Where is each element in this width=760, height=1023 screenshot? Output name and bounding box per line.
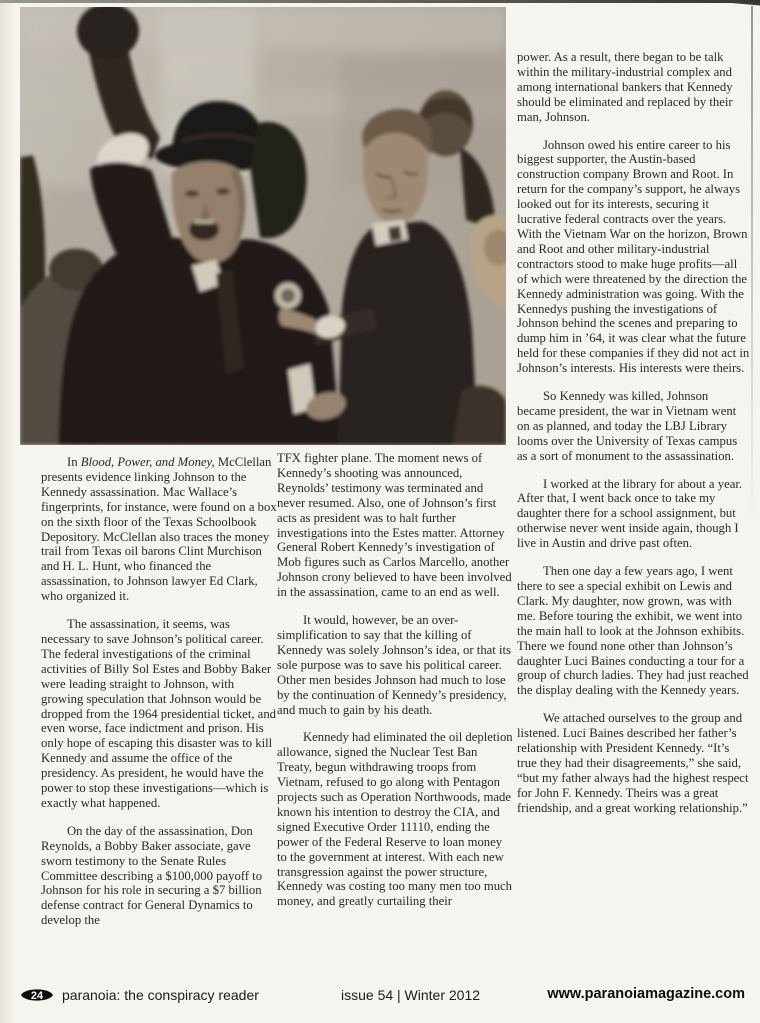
paragraph-left-1-prefix: In (67, 455, 81, 469)
page-left-shadow (0, 0, 16, 1023)
page-number-badge (20, 986, 54, 1004)
column-right (517, 50, 750, 829)
paragraph-right-3: So Kennedy was killed, Johnson became president, the war in Vietnam went on as planned, and today the LBJ Library looms over the University of Texas campus as a sort of monument to the assassination. (517, 389, 738, 463)
photo-lbj-jfk (20, 7, 506, 445)
footer-issue-label: issue 54 | Winter 2012 (341, 987, 481, 1003)
scan-top-edge (0, 0, 760, 3)
paragraph-right-6: We attached ourselves to the group and listened. Luci Baines described her father’s relationship with President Kennedy. “It’s true they had their disagreements,” she said, “but my father always had the highest respect for John F. Kennedy. Theirs was a great friendship, and a great working relationship.” (517, 711, 749, 815)
paragraph-right-2: Johnson owed his entire career to his biggest supporter, the Austin-based construction company Brown and Root. In return for the company’s support, he always looked out for its interests, securing it lucrative federal contracts over the years. With the Vietnam War on the horizon, Brown and Root and other military-industrial contractors stood to make huge profits—all of which were threatened by the direction the Kennedy administration was going. With the Kennedys pushing the investigations of Johnson behind the scenes and preparing to dump him in ’64, it was clear what the future held for these companies if they did not act in Johnson’s interests. His interests were theirs. (517, 137, 750, 376)
page-number: 24 (30, 990, 44, 1002)
paragraph-middle-2: It would, however, be an over-simplification to say that the killing of Kennedy was solely Johnson’s idea, or that its sole purpose was to save his political career. Other men besides Johnson had much to lose by the continuation of Kennedy’s presidency, and much to gain by his death. (277, 613, 511, 717)
scan-right-edge (751, 6, 753, 526)
footer-website-url: www.paranoiamagazine.com (547, 986, 745, 1002)
column-left (41, 455, 278, 941)
paragraph-middle-3: Kennedy had eliminated the oil depletion allowance, signed the Nuclear Test Ban Treaty, begun withdrawing troops from Vietnam, refused to go along with Pentagon projects such as Operation Northwoods, made known his intention to destroy the CIA, and signed Executive Order 11110, ending the power of the Federal Reserve to loan money to the government at interest. With each new transgression against the power structure, Kennedy was costing too many men too much money, and greatly curtailing their (277, 730, 513, 909)
book-title-italic: Blood, Power, and Money, (80, 455, 215, 469)
paragraph-right-1: power. As a result, there began to be talk within the military-industrial complex and among international bankers that Kennedy should be eliminated and replaced by their man, Johnson. (517, 50, 733, 124)
paragraph-left-1-rest: McClellan presents evidence linking Johnson to the Kennedy assassination. Mac Wallace’s fingerprints, for instance, were found on a box on the sixth floor of the Texas Schoolbook Depository. McClellan also traces the money trail from Texas oil barons Clint Murchison and H. L. Hunt, who financed the assassination, to Johnson lawyer Ed Clark, who organized it. (41, 455, 277, 604)
paragraph-right-5: Then one day a few years ago, I went there to see a special exhibit on Lewis and Clark. My daughter, now grown, was with me. Before touring the exhibit, we went into the main hall to look at the Johnson exhibits. There we found none other than Johnson’s daughter Luci Baines conducting a tour for a group of church ladies. They had just reached the display dealing with the Kennedy years. (517, 564, 749, 698)
paragraph-right-4: I worked at the library for about a year. After that, I went back once to take my daughter there for a school assignment, but otherwise never went inside again, though I live in Austin and drive past often. (517, 476, 743, 551)
footer-magazine-title: paranoia: the conspiracy reader (62, 987, 259, 1003)
paragraph-middle-1: TFX fighter plane. The moment news of Kennedy’s shooting was announced, Reynolds’ testimony was terminated and never resumed. Also, one of Johnson’s first acts as president was to halt further investigations into the Estes matter. Attorney General Robert Kennedy’s investigation of Mob figures such as Carlos Marcello, another Johnson crony believed to have been involved in the assassination, came to an end as well. (277, 451, 512, 600)
paragraph-left-1 (41, 455, 278, 604)
paragraph-left-3: On the day of the assassination, Don Reynolds, a Bobby Baker associate, gave sworn testimony to the Senate Rules Committee describing a $100,000 payoff to Johnson for his role in securing a $7 billion defense contract for General Dynamics to develop the (41, 823, 263, 928)
column-middle (277, 451, 513, 922)
page-footer (0, 982, 760, 1012)
paragraph-left-2: The assassination, it seems, was necessary to save Johnson’s political career. The federal investigations of the criminal activities of Billy Sol Estes and Bobby Baker were leading straight to Johnson, with growing speculation that Johnson would be dropped from the 1964 presidential ticket, and even worse, face indictment and prison. His only hope of escaping this disaster was to kill Kennedy and assume the office of the presidency. As president, he would have the power to stop these investigations—which is exactly what happened. (41, 617, 277, 810)
